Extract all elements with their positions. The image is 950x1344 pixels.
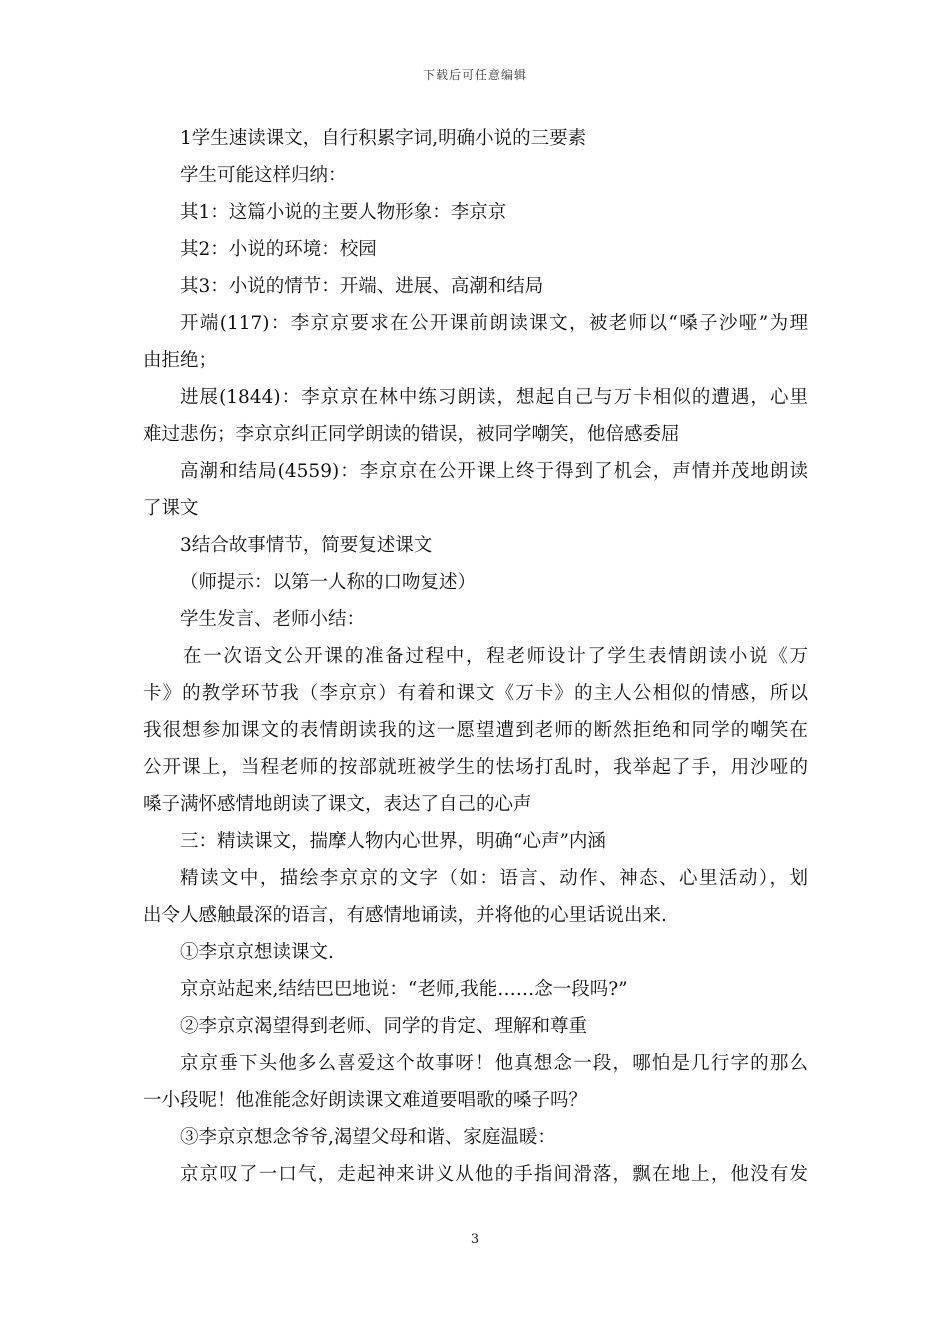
paragraph-line: 高潮和结局(4559)：李京京在公开课上终于得到了机会，声情并茂地朗读 [180,461,808,482]
paragraph-line: 1学生速读课文，自行积累字词,明确小说的三要素 [180,128,587,149]
page-header: 下载后可任意编辑 [422,68,527,82]
paragraph-line: 在一次语文公开课的准备过程中，程老师设计了学生表情朗读小说《万 [183,646,808,667]
paragraph-line: 开端(117)：李京京要求在公开课前朗读课文，被老师以“嗓子沙哑”为理 [180,313,808,334]
paragraph-line: 公开课上，当程老师的按部就班被学生的怯场打乱时，我举起了手，用沙哑的 [143,757,808,778]
paragraph-line: 学生发言、老师小结： [180,609,366,630]
paragraph-line: 京京垂下头他多么喜爱这个故事呀！他真想念一段，哪怕是几行字的那么 [180,1053,808,1074]
paragraph-line: （师提示：以第一人称的口吻复述） [180,572,477,593]
paragraph-line: 由拒绝； [143,350,218,371]
document-body [143,120,808,1193]
paragraph-line: ③李京京想念爷爷,渴望父母和谐、家庭温暖： [180,1127,556,1148]
paragraph-line: 一小段呢！他准能念好朗读课文难道要唱歌的嗓子吗？ [143,1090,588,1111]
paragraph-line: 卡》的教学环节我（李京京）有着和课文《万卡》的主人公相似的情感，所以 [143,683,808,704]
paragraph-line: 学生可能这样归纳： [180,165,347,186]
paragraph-line: ①李京京想读课文. [180,942,334,963]
section-heading: 三：精读课文，揣摩人物内心世界，明确“心声”内涵 [180,831,606,852]
paragraph-line: 精读文中，描绘李京京的文字（如：语言、动作、神态、心里活动），划 [180,868,808,889]
paragraph-line: 嗓子满怀感情地朗读了课文，表达了自己的心声 [143,794,532,815]
paragraph-line: ②李京京渴望得到老师、同学的肯定、理解和尊重 [180,1016,588,1037]
page-number: 3 [470,1232,480,1247]
paragraph-line: 其1：这篇小说的主要人物形象：李京京 [180,202,507,223]
paragraph-line: 进展(1844)：李京京在林中练习朗读，想起自己与万卡相似的遭遇，心里 [180,387,808,408]
paragraph-line: 京京叹了一口气，走起神来讲义从他的手指间滑落，飘在地上，他没有发 [180,1164,808,1185]
paragraph-line: 其2：小说的环境：校园 [180,239,377,260]
paragraph-line: 其3：小说的情节：开端、进展、高潮和结局 [180,276,544,297]
paragraph-line: 我很想参加课文的表情朗读我的这一愿望遭到老师的断然拒绝和同学的嘲笑在 [143,720,808,741]
paragraph-line: 3结合故事情节，简要复述课文 [180,535,433,556]
paragraph-line: 难过悲伤；李京京纠正同学朗读的错误，被同学嘲笑，他倍感委屈 [143,424,680,445]
paragraph-line: 京京站起来,结结巴巴地说：“老师,我能……念一段吗?” [180,979,628,1000]
paragraph-line: 了课文 [143,498,199,519]
paragraph-line: 出令人感触最深的语言，有感情地诵读，并将他的心里话说出来. [143,905,667,926]
